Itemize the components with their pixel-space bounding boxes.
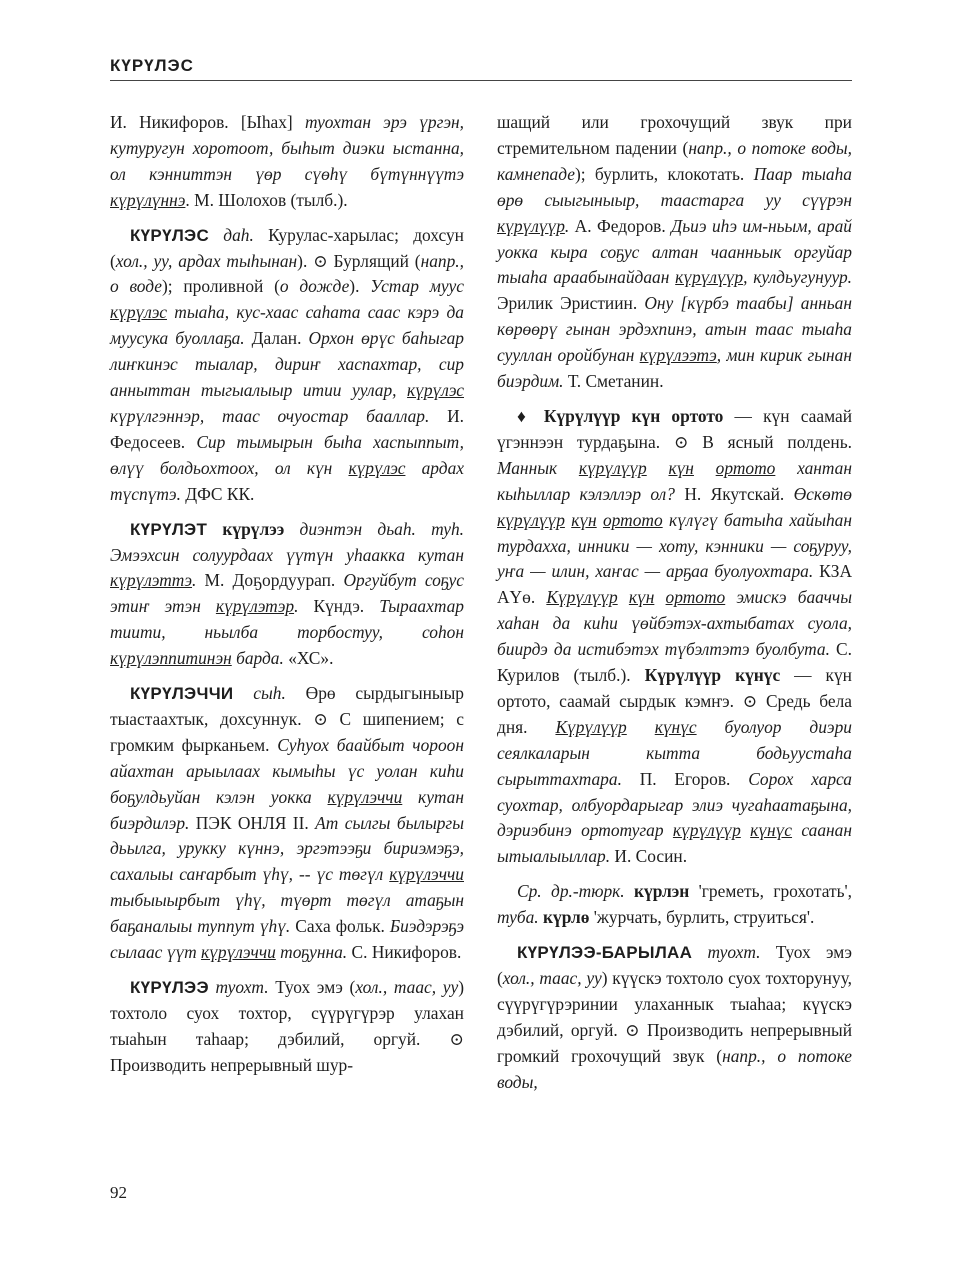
headword: КҮРҮЛЭС (130, 225, 210, 245)
etymology: Ср. др.-тюрк. күрлэн 'греметь, грохотать', туба. күрлө 'журчать, бурлить, струиться'. (497, 881, 852, 928)
entry-continuation: И. Никифоров. [Ыhах] туохтан эрэ үргэн, кутуругун хоротоот, быhыт диэки ыстанна, ол кэнниттэн үөр сүөhү бүтүннүүтэ күрүлүннэ. М. Шолохов (тылб.). (110, 112, 465, 210)
headword: КҮРҮЛЭЭ (130, 978, 209, 997)
entry-kurulee-barylaa: КҮРҮЛЭЭ-БАРЫЛАА туохт. Туох эмэ (хол., таас, уу) күүскэ тохтоло суох тохторунуу, сүүрүгүрэринии улаханнык тыаhаа; күүскэ дэбилий, оргуй. ⊙ Производить непрерывный громкий грохочущий звук (напр., о потоке воды, (497, 942, 852, 1092)
header-rule (110, 80, 852, 81)
idiom-kuruluur-kun-ortoto: ♦ Күрүлүүр күн ортото — күн саамай үгэннээн турдаҕына. ⊙ В ясный полдень. Маннык күрүлүүр күн ортото хантан кыhыллар кэлэллэр ол? Н. Якутскай. Өскөтө күрүлүүр күн ортото күлүгү батыhа хайыhан турдахха, инники — хоту, кэнники — соҕуруу, уҥа — илин, хаҥас — арҕаа буолуохтара. КЗА АҮө. Күрүлүүр күн ортото эмискэ бааччы хаhан да киhи үөйбэтэх-ахтыбатах суола, биирдэ да истибэтэх түбэлтэтэ буолбута. С. Курилов (тылб.). Күрүлүүр күнүс — күн ортото, саамай сырдык кэмҥэ. ⊙ Средь бела дня. Күрүлүүр күнүс буолуор диэри сеялкаларын кытта бодьуустаhа сырыттахтара. П. Егоров. Сорох харса суохтар, олбуордарыгар элиэ чугаhаатаҕына, дэриэбинэ ортотугар күрүлүүр күнүс саанан ытыалыыллар. И. Сосин. (497, 405, 852, 867)
running-header: КҮРҮЛЭС (110, 56, 194, 75)
headword: КҮРҮЛЭЧЧИ (130, 684, 234, 704)
entry-kurulechchi: КҮРҮЛЭЧЧИ сыh. Өрө сырдыгыныыр тыастаахтык, дохсуннук. ⊙ С шипением; с громким фырканьем. Суhуох баайбыт чороон айахтан арыылаах кымыhы үс уолан киhи боҕулдьуйан кэлэн уокка күрүлэччи кутан биэрдилэр. ПЭК ОНЛЯ II. Ат сылгы былыргы дьылга, урукку күннэ, эргэтээҕи бириэмэҕэ, сахалыы саҥарбыт үhү, -- үс төгүл күрүлэччи тыбыыырбыт үhү, түөрт төгүл атаҕын баҕаналыы туппут үhү. Саха фольк. Биэдэрэҕэ сылаас үүт күрүлэччи тоҕунна. С. Никифоров. (110, 683, 465, 963)
entry-kurulet: КҮРҮЛЭТ күрүлээ диэнтэн дьаh. туh. Эмээхсин солуурдаах үүтүн уhааккa кутан күрүлэттэ. М. Доҕордуурап. Оргуйбут соҕус этиҥ этэн күрүлэтэр. Күндэ. Тыраахтар тиити, ньылба торбостуу, соhон күрүлэппитинэн барда. «ХС». (110, 518, 464, 669)
entry-kurulee-continued: шащий или грохочущий звук при стремительном падении (напр., о потоке воды, камнепаде); бурлить, клокотать. Паар тыаhа өрө сыыгыныыр, таастарга уу сүүрэн күрүлүүр. А. Федоров. Дьиэ иhэ им-ньым, арай уокка кыра соҕус алтан чаанньык оргуйар тыаhа араабынайдаан күрүлүүр, кулдьугунуур. Эрилик Эристиин. Ону [күрбэ таабы] анньан көрөөрү гынан эрдэхпинэ, атын таас тыаhа сууллан оройбунан күрүлээтэ, мин кирик гынан биэрдим. Т. Сметанин. (497, 112, 853, 392)
left-column (110, 110, 464, 1079)
right-column (497, 110, 852, 1096)
headword: КҮРҮЛЭТ (130, 519, 208, 539)
headword: КҮРҮЛЭЭ-БАРЫЛАА (517, 943, 693, 963)
entry-kurulee: КҮРҮЛЭЭ туохт. Туох эмэ (хол., таас, уу) тохтоло суох тохтор, сүүрүгүрэр улахан тыаhын таhаар; дэбилий, оргуй. ⊙ Производить непрерывный шур- (110, 977, 464, 1075)
page-number: 92 (110, 1183, 127, 1202)
entry-kurules: КҮРҮЛЭС даh. Курулас-харылас; дохсун (хол., уу, ардах тыhынан). ⊙ Бурлящий (напр., о воде); проливной (о дожде). Устар муус күрүлэс тыаhа, кус-хаас саhата саас кэрэ да муусука буоллаҕа. Далан. Орхон өрүс баhыгар лиҥкинэс тыалар, дириҥ хаспахтар, сир анныттан тыгыалыыр итии уулар, күрүлэс күрүлгэннэр, таас очуостар бааллар. И. Федосеев. Сир тымырын быhа хаспыппыт, өлүү болдьохтоох, ол күн күрүлэс ардах түспүтэ. ДФС КК. (110, 224, 465, 504)
